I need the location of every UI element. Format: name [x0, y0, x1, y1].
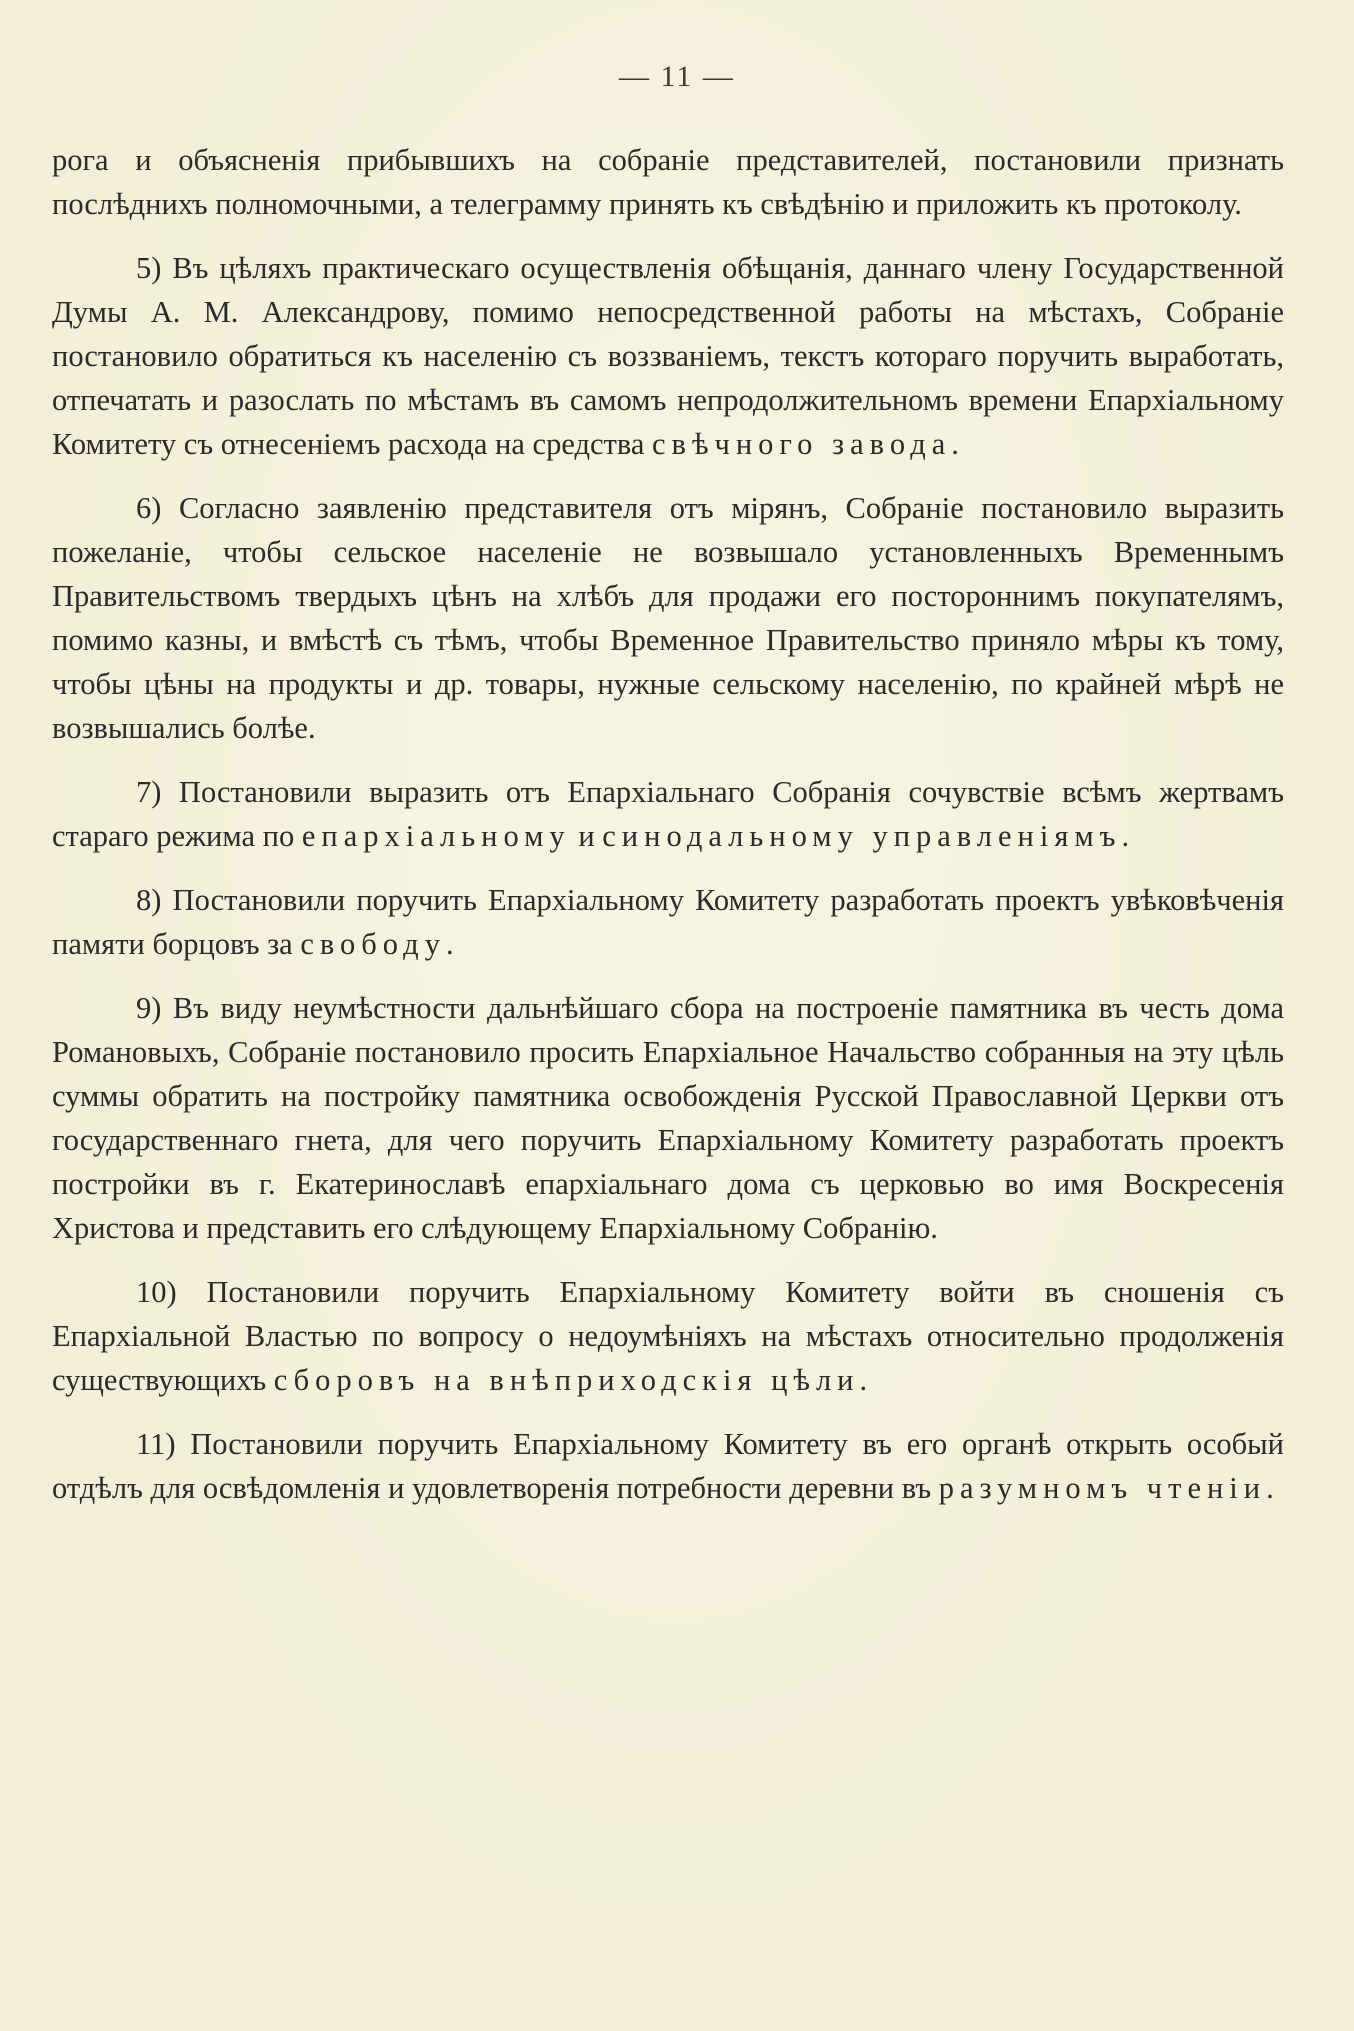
document-body — [52, 138, 1284, 1530]
paragraph-9 — [52, 986, 1284, 1250]
paragraph-text: 9) Въ виду неумѣстности дальнѣйшаго сбора на построеніе памятника въ честь дома Романовыхъ, Собраніе постановило просить Епархіальное Начальство собранныя на эту цѣль суммы обратить на постройку памятника освобожденія Русской Православной Церкви отъ государственнаго гнета, для чего поручить Епархіальному Комитету разработать проектъ постройки въ г. Екатеринославѣ епархіальнаго дома съ церковью во имя Воскресенія Христова и представить его слѣдующему Епархіальному Собранію. — [52, 991, 1284, 1245]
paragraph-10 — [52, 1270, 1284, 1402]
paragraph-5 — [52, 246, 1284, 466]
paragraph-7 — [52, 770, 1284, 858]
paragraph-8 — [52, 878, 1284, 966]
paragraph-text: и — [570, 819, 603, 853]
emphasized-text: сборовъ на внѣприходскія цѣли — [273, 1363, 860, 1397]
emphasized-text: разумномъ чтеніи — [938, 1471, 1267, 1505]
emphasized-text: синодальному управленіямъ — [602, 819, 1122, 853]
emphasized-text: епархіальному — [301, 819, 571, 853]
paragraph-6 — [52, 486, 1284, 750]
paragraph-11 — [52, 1422, 1284, 1510]
paragraph-text: 6) Согласно заявленію представителя отъ мірянъ, Собраніе постановило выразить пожеланіе, чтобы сельское населеніе не возвышало установленныхъ Временнымъ Правительствомъ твердыхъ цѣнъ на хлѣбъ для продажи его постороннимъ покупателямъ, помимо казны, и вмѣстѣ съ тѣмъ, чтобы Временное Правительство приняло мѣры къ тому, чтобы цѣны на продукты и др. товары, нужные сельскому населенію, по крайней мѣрѣ не возвышались болѣе. — [52, 491, 1284, 745]
page-number: — 11 — — [619, 60, 735, 93]
paragraph-text: . — [1266, 1471, 1274, 1505]
paragraph-text: 11) Постановили поручить Епархіальному Комитету въ его органѣ открыть особый отдѣлъ для освѣдомленія и удовлетворенія потребности деревни въ — [52, 1427, 1284, 1505]
paragraph-text: . — [951, 427, 959, 461]
paragraph-continued — [52, 138, 1284, 226]
paragraph-text: 8) Постановили поручить Епархіальному Комитету разработать проектъ увѣковѣченія памяти борцовъ за — [52, 883, 1284, 961]
emphasized-text: свѣчного завода — [652, 427, 952, 461]
paragraph-text: . — [445, 927, 454, 961]
paragraph-text: . — [859, 1363, 868, 1397]
paragraph-text: . — [1121, 819, 1130, 853]
paragraph-text: 7) Постановили выразить отъ Епархіальнаго Собранія сочувствіе всѣмъ жертвамъ стараго режима по — [52, 775, 1284, 853]
paragraph-text: 5) Въ цѣляхъ практическаго осуществленія обѣщанія, даннаго члену Государственной Думы А. М. Александрову, помимо непосредственной работы на мѣстахъ, Собраніе постановило обратиться къ населенію съ воззваніемъ, текстъ котораго поручить выработать, отпечатать и разослать по мѣстамъ въ самомъ непродолжительномъ времени Епархіальному Комитету съ отнесеніемъ расхода на средства — [52, 251, 1284, 461]
paragraph-text: 10) Постановили поручить Епархіальному Комитету войти въ сношенія съ Епархіальной Властью по вопросу о недоумѣніяхъ на мѣстахъ относительно продолженія существующихъ — [52, 1275, 1284, 1397]
paragraph-text: рога и объясненія прибывшихъ на собраніе представителей, постановили признать послѣднихъ полномочными, а телеграмму принять къ свѣдѣнію и приложить къ протоколу. — [52, 143, 1284, 221]
emphasized-text: свободу — [300, 927, 446, 961]
